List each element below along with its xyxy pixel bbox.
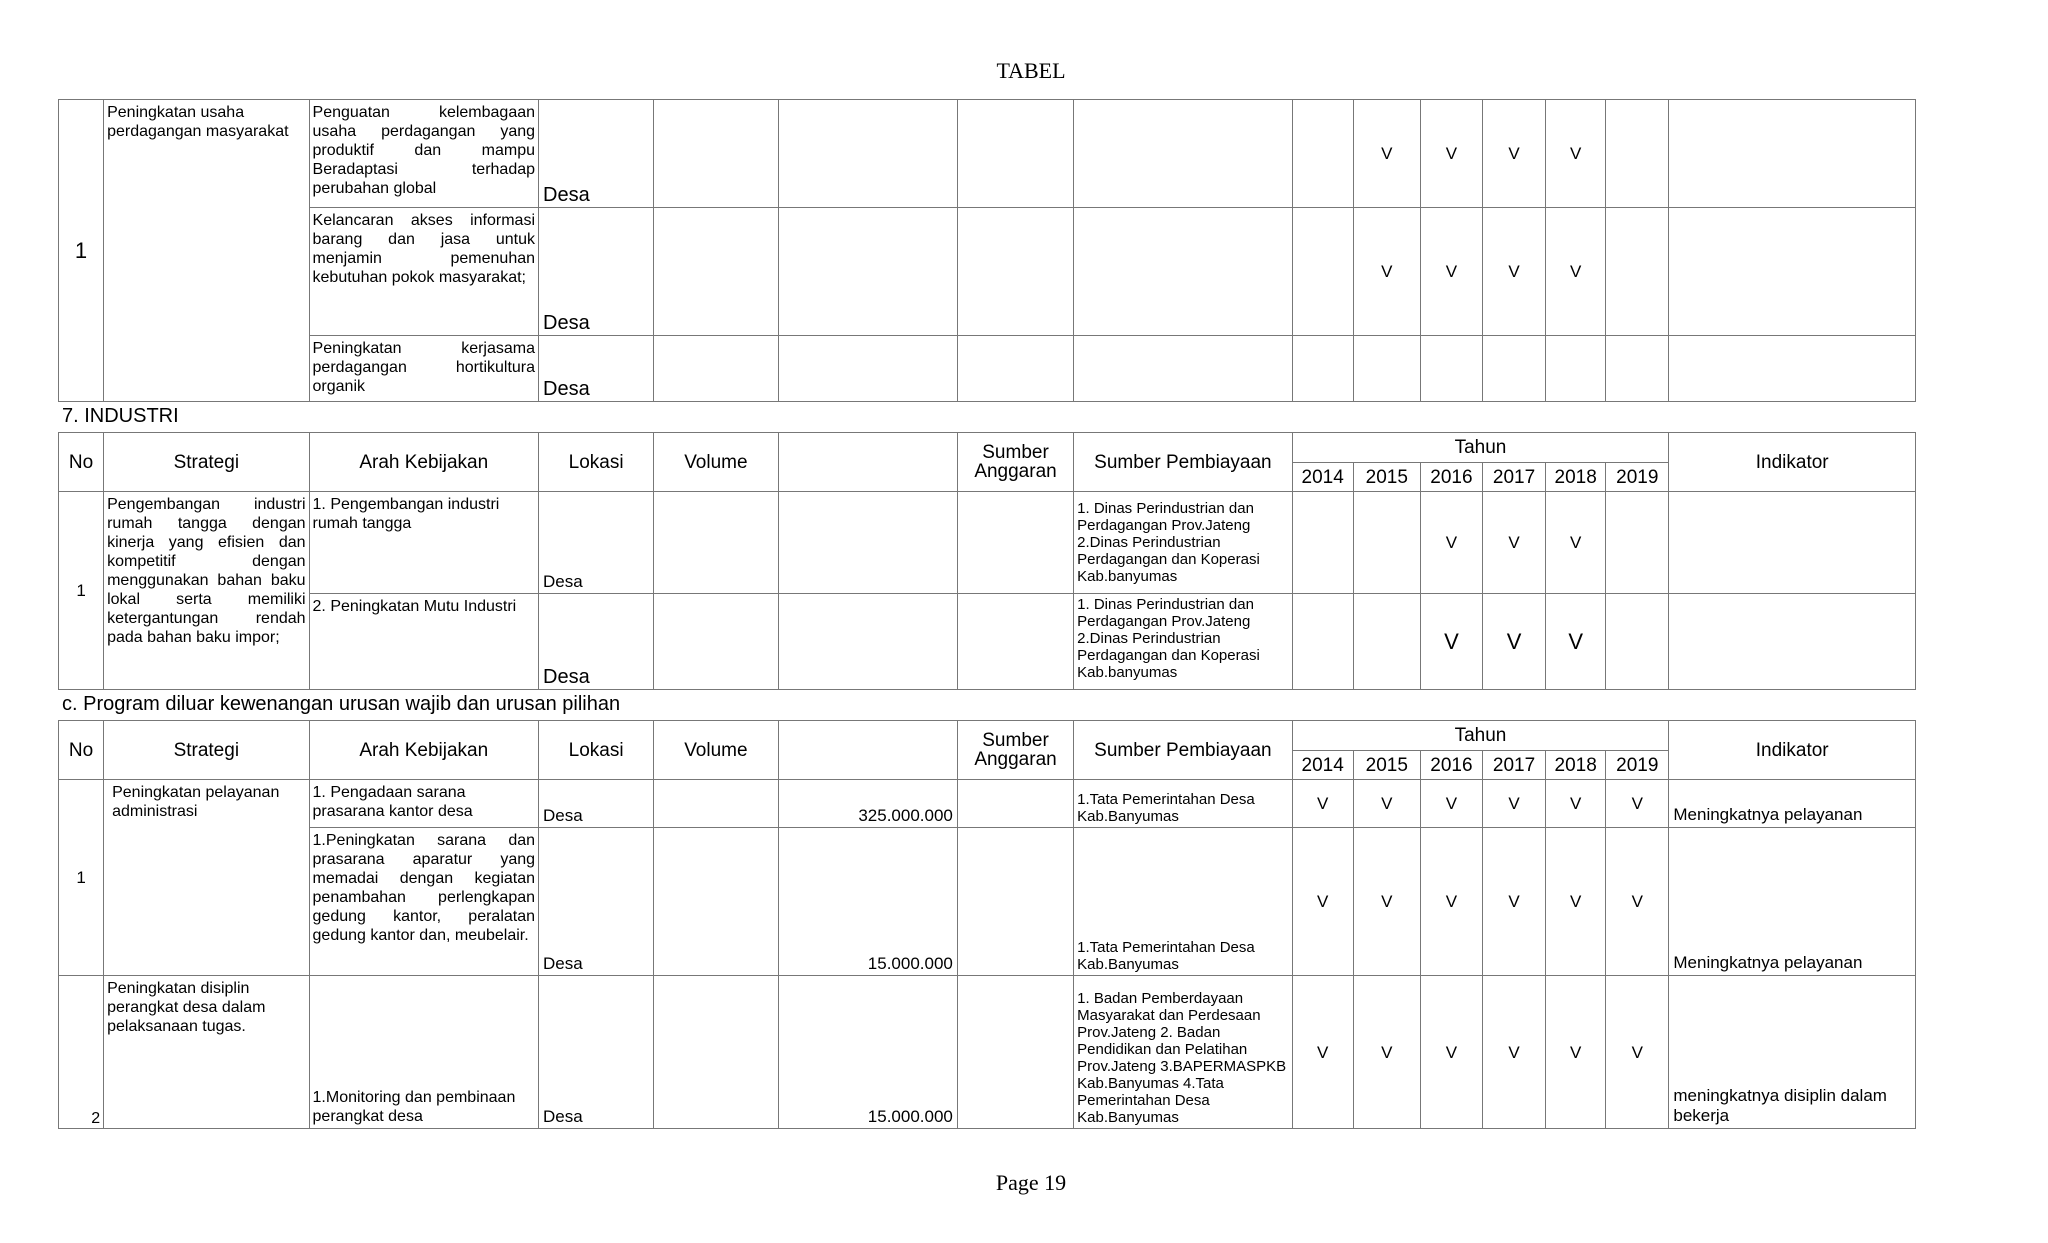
row-number: 2 (59, 976, 104, 1129)
table-perdagangan (58, 99, 1916, 402)
year-2017-cell: V (1483, 492, 1546, 594)
header-row (59, 721, 1916, 751)
header-indikator: Indikator (1669, 433, 1916, 492)
table-row (59, 100, 1916, 208)
sumber-anggaran-cell (957, 976, 1073, 1129)
volume-cell (654, 336, 778, 402)
table-row (59, 492, 1916, 594)
sumber-pembiayaan-cell: 1. Dinas Perindustrian dan Perdagangan Prov.Jateng 2.Dinas Perindustrian Perdagangan dan Koperasi Kab.banyumas (1074, 492, 1292, 594)
indikator-cell (1669, 208, 1916, 336)
sumber-pembiayaan-cell (1074, 208, 1292, 336)
header-year-2017: 2017 (1483, 751, 1546, 780)
indikator-cell (1669, 492, 1916, 594)
year-2018-cell: V (1546, 492, 1606, 594)
header-lokasi: Lokasi (539, 433, 654, 492)
amount-cell: 325.000.000 (778, 780, 957, 828)
volume-cell (654, 780, 778, 828)
indikator-cell (1669, 336, 1916, 402)
header-year-2014: 2014 (1292, 751, 1353, 780)
arah-cell: 1.Monitoring dan pembinaan perangkat desa (309, 976, 538, 1129)
year-2014-cell (1292, 208, 1353, 336)
section-heading-industri: 7. INDUSTRI (62, 405, 179, 427)
header-volume: Volume (654, 433, 778, 492)
year-2018-cell: V (1546, 780, 1606, 828)
strategi-cell: Peningkatan disiplin perangkat desa dalam pelaksanaan tugas. (104, 976, 309, 1129)
amount-cell (778, 336, 957, 402)
year-2014-cell (1292, 100, 1353, 208)
header-no: No (59, 433, 104, 492)
year-2019-cell: V (1606, 780, 1669, 828)
table-row (59, 336, 1916, 402)
year-2017-cell: V (1483, 780, 1546, 828)
sumber-pembiayaan-cell (1074, 336, 1292, 402)
sumber-pembiayaan-cell: 1. Dinas Perindustrian dan Perdagangan Prov.Jateng 2.Dinas Perindustrian Perdagangan dan Koperasi Kab.banyumas (1074, 594, 1292, 690)
sumber-anggaran-cell (957, 492, 1073, 594)
header-year-2014: 2014 (1292, 463, 1353, 492)
header-blank (778, 721, 957, 780)
table-industri (58, 432, 1916, 690)
volume-cell (654, 100, 778, 208)
year-2019-cell (1606, 594, 1669, 690)
year-2017-cell: V (1483, 100, 1546, 208)
year-2017-cell: V (1483, 828, 1546, 976)
lokasi-cell: Desa (539, 780, 654, 828)
lokasi-cell: Desa (539, 492, 654, 594)
sumber-anggaran-cell (957, 828, 1073, 976)
arah-cell: 2. Peningkatan Mutu Industri (309, 594, 538, 690)
row-number: 1 (59, 780, 104, 976)
amount-cell: 15.000.000 (778, 976, 957, 1129)
indikator-cell: Meningkatnya pelayanan (1669, 780, 1916, 828)
year-2016-cell: V (1420, 208, 1482, 336)
sumber-anggaran-cell (957, 208, 1073, 336)
row-number: 1 (59, 100, 104, 402)
year-2019-cell (1606, 492, 1669, 594)
amount-cell: 15.000.000 (778, 828, 957, 976)
arah-cell: Kelancaran akses informasi barang dan jasa untuk menjamin pemenuhan kebutuhan pokok masyarakat; (309, 208, 538, 336)
sumber-anggaran-cell (957, 100, 1073, 208)
header-indikator: Indikator (1669, 721, 1916, 780)
header-sumber-pembiayaan: Sumber Pembiayaan (1074, 721, 1292, 780)
volume-cell (654, 828, 778, 976)
volume-cell (654, 492, 778, 594)
table-row (59, 780, 1916, 828)
header-no: No (59, 721, 104, 780)
table-row (59, 828, 1916, 976)
year-2018-cell: V (1546, 828, 1606, 976)
indikator-cell (1669, 594, 1916, 690)
year-2016-cell: V (1420, 594, 1482, 690)
header-year-2019: 2019 (1606, 751, 1669, 780)
year-2017-cell: V (1483, 594, 1546, 690)
year-2016-cell: V (1420, 976, 1482, 1129)
header-row (59, 433, 1916, 463)
year-2018-cell: V (1546, 976, 1606, 1129)
arah-cell: 1. Pengembangan industri rumah tangga (309, 492, 538, 594)
sumber-pembiayaan-cell: 1.Tata Pemerintahan Desa Kab.Banyumas (1074, 780, 1292, 828)
year-2014-cell (1292, 492, 1353, 594)
year-2016-cell: V (1420, 100, 1482, 208)
year-2015-cell (1353, 492, 1420, 594)
year-2014-cell (1292, 336, 1353, 402)
year-2016-cell (1420, 336, 1482, 402)
page-title: TABEL (996, 58, 1066, 83)
header-sumber-pembiayaan: Sumber Pembiayaan (1074, 433, 1292, 492)
year-2017-cell: V (1483, 208, 1546, 336)
indikator-cell (1669, 100, 1916, 208)
year-2015-cell (1353, 594, 1420, 690)
table-row (59, 208, 1916, 336)
sumber-pembiayaan-cell: 1. Badan Pemberdayaan Masyarakat dan Perdesaan Prov.Jateng 2. Badan Pendidikan dan Pelatihan Prov.Jateng 3.BAPERMASPKB Kab.Banyumas 4.Tata Pemerintahan Desa Kab.Banyumas (1074, 976, 1292, 1129)
year-2018-cell: V (1546, 100, 1606, 208)
row-number: 1 (59, 492, 104, 690)
header-volume: Volume (654, 721, 778, 780)
amount-cell (778, 492, 957, 594)
header-year-2015: 2015 (1353, 463, 1420, 492)
strategi-cell: Pengembangan industri rumah tangga dengan kinerja yang efisien dan kompetitif dengan menggunakan bahan baku lokal serta memiliki ketergantungan rendah pada bahan baku impor; (104, 492, 309, 690)
header-year-2016: 2016 (1420, 751, 1482, 780)
year-2019-cell: V (1606, 828, 1669, 976)
year-2018-cell: V (1546, 208, 1606, 336)
header-blank (778, 433, 957, 492)
table-row (59, 976, 1916, 1129)
sumber-pembiayaan-cell (1074, 100, 1292, 208)
year-2015-cell: V (1353, 100, 1420, 208)
lokasi-cell: Desa (539, 828, 654, 976)
sumber-pembiayaan-cell: 1.Tata Pemerintahan Desa Kab.Banyumas (1074, 828, 1292, 976)
amount-cell (778, 594, 957, 690)
section-heading-program: c. Program diluar kewenangan urusan wajib dan urusan pilihan (62, 693, 621, 715)
sumber-anggaran-cell (957, 336, 1073, 402)
header-year-2019: 2019 (1606, 463, 1669, 492)
amount-cell (778, 208, 957, 336)
year-2016-cell: V (1420, 828, 1482, 976)
volume-cell (654, 208, 778, 336)
header-sumber-anggaran: Sumber Anggaran (957, 433, 1073, 492)
header-year-2015: 2015 (1353, 751, 1420, 780)
year-2014-cell: V (1292, 828, 1353, 976)
sumber-anggaran-cell (957, 594, 1073, 690)
indikator-cell: meningkatnya disiplin dalam bekerja (1669, 976, 1916, 1129)
year-2015-cell: V (1353, 828, 1420, 976)
year-2015-cell: V (1353, 208, 1420, 336)
strategi-cell: Peningkatan usaha perdagangan masyarakat (104, 100, 309, 402)
header-year-2016: 2016 (1420, 463, 1482, 492)
lokasi-cell: Desa (539, 594, 654, 690)
header-arah-kebijakan: Arah Kebijakan (309, 433, 538, 492)
header-sumber-anggaran: Sumber Anggaran (957, 721, 1073, 780)
header-year-2017: 2017 (1483, 463, 1546, 492)
header-strategi: Strategi (104, 433, 309, 492)
year-2014-cell: V (1292, 780, 1353, 828)
amount-cell (778, 100, 957, 208)
page-footer: Page 19 (995, 1170, 1067, 1195)
year-2019-cell (1606, 100, 1669, 208)
year-2018-cell (1546, 336, 1606, 402)
year-2019-cell (1606, 208, 1669, 336)
year-2016-cell: V (1420, 780, 1482, 828)
year-2015-cell (1353, 336, 1420, 402)
header-year-2018: 2018 (1546, 751, 1606, 780)
year-2019-cell: V (1606, 976, 1669, 1129)
year-2017-cell: V (1483, 976, 1546, 1129)
arah-cell: 1.Peningkatan sarana dan prasarana aparatur yang memadai dengan kegiatan penambahan perlengkapan gedung kantor, peralatan gedung kantor dan, meubelair. (309, 828, 538, 976)
year-2014-cell: V (1292, 976, 1353, 1129)
header-tahun: Tahun (1292, 721, 1669, 751)
year-2018-cell: V (1546, 594, 1606, 690)
year-2014-cell (1292, 594, 1353, 690)
arah-cell: 1. Pengadaan sarana prasarana kantor desa (309, 780, 538, 828)
header-lokasi: Lokasi (539, 721, 654, 780)
table-row (59, 594, 1916, 690)
strategi-cell: Peningkatan pelayanan administrasi (104, 780, 309, 976)
year-2015-cell: V (1353, 976, 1420, 1129)
year-2016-cell: V (1420, 492, 1482, 594)
year-2019-cell (1606, 336, 1669, 402)
lokasi-cell: Desa (539, 336, 654, 402)
volume-cell (654, 976, 778, 1129)
arah-cell: Peningkatan kerjasama perdagangan hortikultura organik (309, 336, 538, 402)
header-year-2018: 2018 (1546, 463, 1606, 492)
volume-cell (654, 594, 778, 690)
year-2015-cell: V (1353, 780, 1420, 828)
header-strategi: Strategi (104, 721, 309, 780)
header-tahun: Tahun (1292, 433, 1669, 463)
lokasi-cell: Desa (539, 100, 654, 208)
header-arah-kebijakan: Arah Kebijakan (309, 721, 538, 780)
table-program (58, 720, 1916, 1129)
lokasi-cell: Desa (539, 976, 654, 1129)
arah-cell: Penguatan kelembagaan usaha perdagangan yang produktif dan mampu Beradaptasi terhadap perubahan global (309, 100, 538, 208)
indikator-cell: Meningkatnya pelayanan (1669, 828, 1916, 976)
year-2017-cell (1483, 336, 1546, 402)
lokasi-cell: Desa (539, 208, 654, 336)
sumber-anggaran-cell (957, 780, 1073, 828)
